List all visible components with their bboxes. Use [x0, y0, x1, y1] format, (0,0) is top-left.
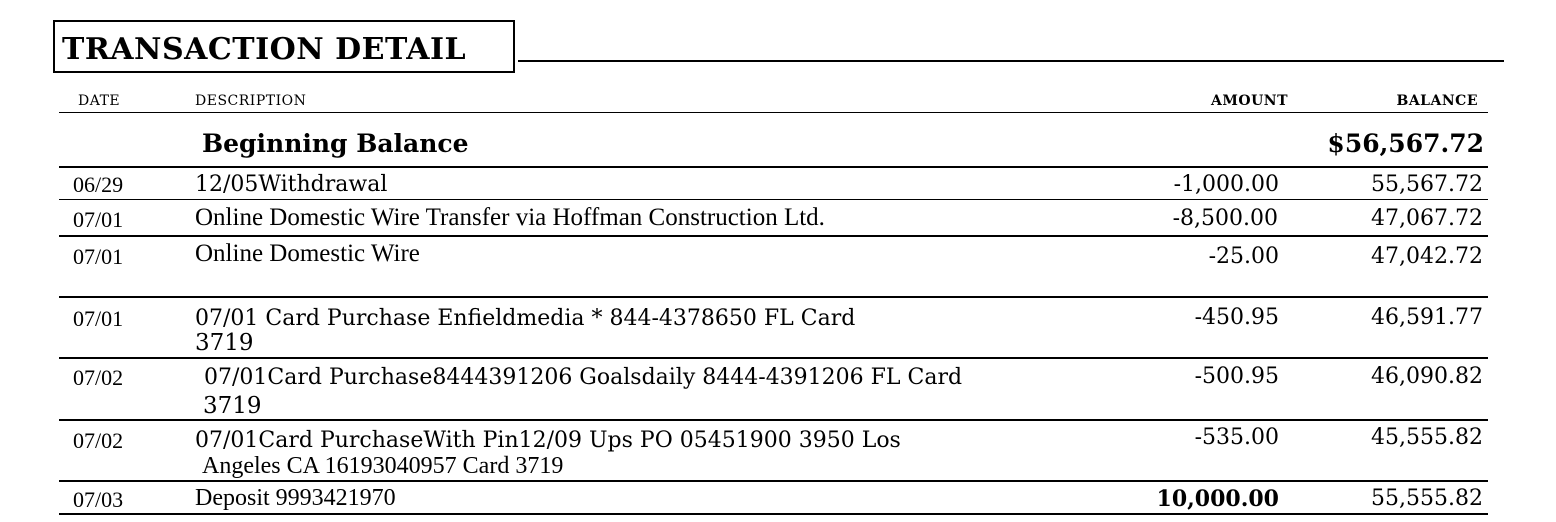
- row-date: 06/29: [73, 172, 124, 197]
- row-divider: [59, 166, 1488, 168]
- row-date: 07/02: [73, 365, 124, 390]
- row-divider: [59, 199, 1488, 200]
- row-amount: -1,000.00: [1173, 172, 1279, 197]
- row-balance: 46,090.82: [1371, 364, 1483, 389]
- row-divider: [59, 480, 1488, 482]
- row-amount: 10,000.00: [1156, 486, 1279, 512]
- row-description-line2: Angeles CA 16193040957 Card 3719: [202, 453, 564, 479]
- beginning-balance-value: $56,567.72: [1327, 129, 1484, 158]
- row-date: 07/01: [73, 306, 124, 331]
- row-balance: 47,042.72: [1371, 244, 1483, 269]
- column-header-date: DATE: [78, 93, 121, 109]
- row-date: 07/03: [73, 487, 124, 512]
- beginning-balance-label: Beginning Balance: [202, 129, 469, 158]
- row-description: 12/05Withdrawal: [195, 172, 388, 197]
- row-date: 07/01: [73, 244, 124, 269]
- row-amount: -25.00: [1208, 244, 1279, 269]
- row-description-line1: 07/01 Card Purchase Enfieldmedia * 844-4378650 FL Card: [195, 306, 856, 331]
- row-balance: 55,555.82: [1371, 486, 1483, 511]
- row-balance: 45,555.82: [1371, 425, 1483, 450]
- column-header-description: DESCRIPTION: [195, 93, 307, 109]
- row-description: Online Domestic Wire Transfer via Hoffman Construction Ltd.: [195, 204, 825, 231]
- row-description-line1: 07/01Card Purchase8444391206 Goalsdaily 8444-4391206 FL Card: [204, 365, 963, 390]
- row-amount: -8,500.00: [1172, 206, 1278, 231]
- row-description-line1: 07/01Card PurchaseWith Pin12/09 Ups PO 05451900 3950 Los: [195, 428, 901, 453]
- row-balance: 46,591.77: [1371, 305, 1483, 330]
- row-divider: [59, 513, 1488, 515]
- column-header-amount: AMOUNT: [1211, 93, 1288, 109]
- header-rule: [59, 112, 1488, 113]
- row-balance: 47,067.72: [1371, 206, 1483, 231]
- title-underline: [518, 60, 1504, 62]
- row-description: Online Domestic Wire: [195, 240, 420, 267]
- row-divider: [59, 296, 1488, 298]
- row-amount: -450.95: [1194, 305, 1279, 330]
- row-description-line2: 3719: [195, 330, 254, 356]
- column-header-balance: BALANCE: [1396, 93, 1478, 109]
- row-divider: [59, 357, 1488, 359]
- row-description: Deposit 9993421970: [195, 485, 396, 511]
- row-description-line2: 3719: [203, 393, 262, 419]
- row-balance: 55,567.72: [1371, 172, 1483, 197]
- row-amount: -535.00: [1194, 425, 1279, 450]
- row-date: 07/02: [73, 428, 124, 453]
- row-amount: -500.95: [1194, 364, 1279, 389]
- row-divider: [59, 419, 1488, 421]
- row-divider: [59, 235, 1488, 237]
- row-date: 07/01: [73, 207, 124, 232]
- section-title: TRANSACTION DETAIL: [62, 32, 467, 67]
